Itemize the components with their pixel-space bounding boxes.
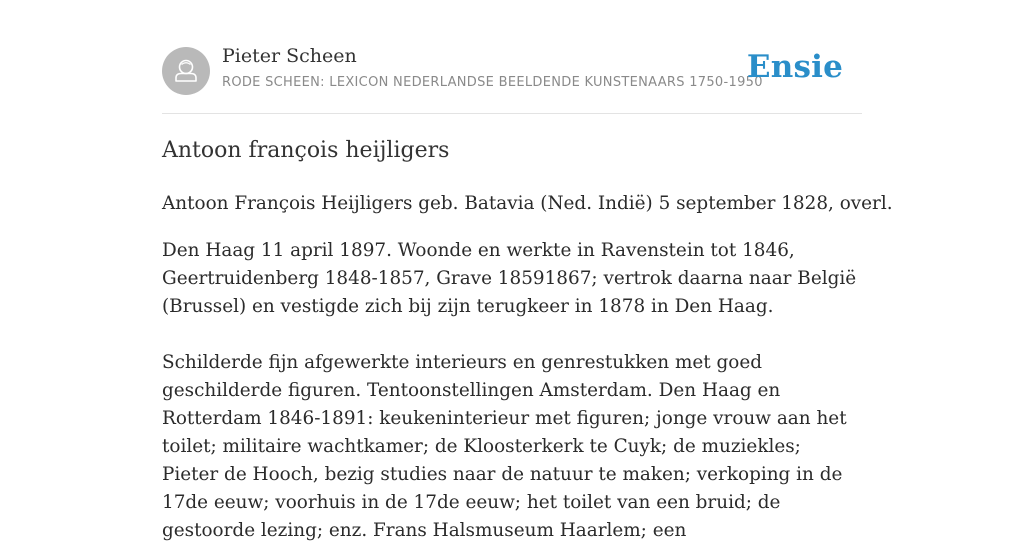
- paragraph-2: Den Haag 11 april 1897. Woonde en werkte in Ravenstein tot 1846, Geertruidenberg 1848-1857, Grave 18591867; vertrok daarna naar België (Brussel) en vestigde zich bij zijn terugkeer in 1878 in Den Haag.: [162, 240, 857, 317]
- paragraph-3: Schilderde fijn afgewerkte interieurs en genrestukken met goed geschilderde figuren. Tentoonstellingen Amsterdam. Den Haag en Rotterdam 1846-1891: keukeninterieur met figuren; jonge vrouw aan het toilet; militaire wachtkamer; de Kloosterkerk te Cuyk; de muziekles; Pieter de Hooch, bezig studies naar de natuur te maken; verkoping in de 17de eeuw; voorhuis in de 17de eeuw; het toilet van een bruid; de gestoorde lezing; enz. Frans Halsmuseum Haarlem; een: [162, 352, 847, 541]
- avatar[interactable]: [162, 47, 210, 95]
- author-name[interactable]: Pieter Scheen: [222, 45, 357, 67]
- user-icon: [162, 47, 210, 95]
- source-title[interactable]: RODE SCHEEN: LEXICON NEDERLANDSE BEELDENDE KUNSTENAARS 1750-1950: [222, 75, 763, 90]
- paragraph-1: Antoon François Heijligers geb. Batavia (Ned. Indië) 5 september 1828, overl.: [162, 193, 893, 214]
- article-title: Antoon françois heijligers: [162, 138, 450, 163]
- page: [162, 0, 893, 541]
- header: [162, 0, 862, 114]
- brand-logo[interactable]: Ensie: [746, 49, 843, 85]
